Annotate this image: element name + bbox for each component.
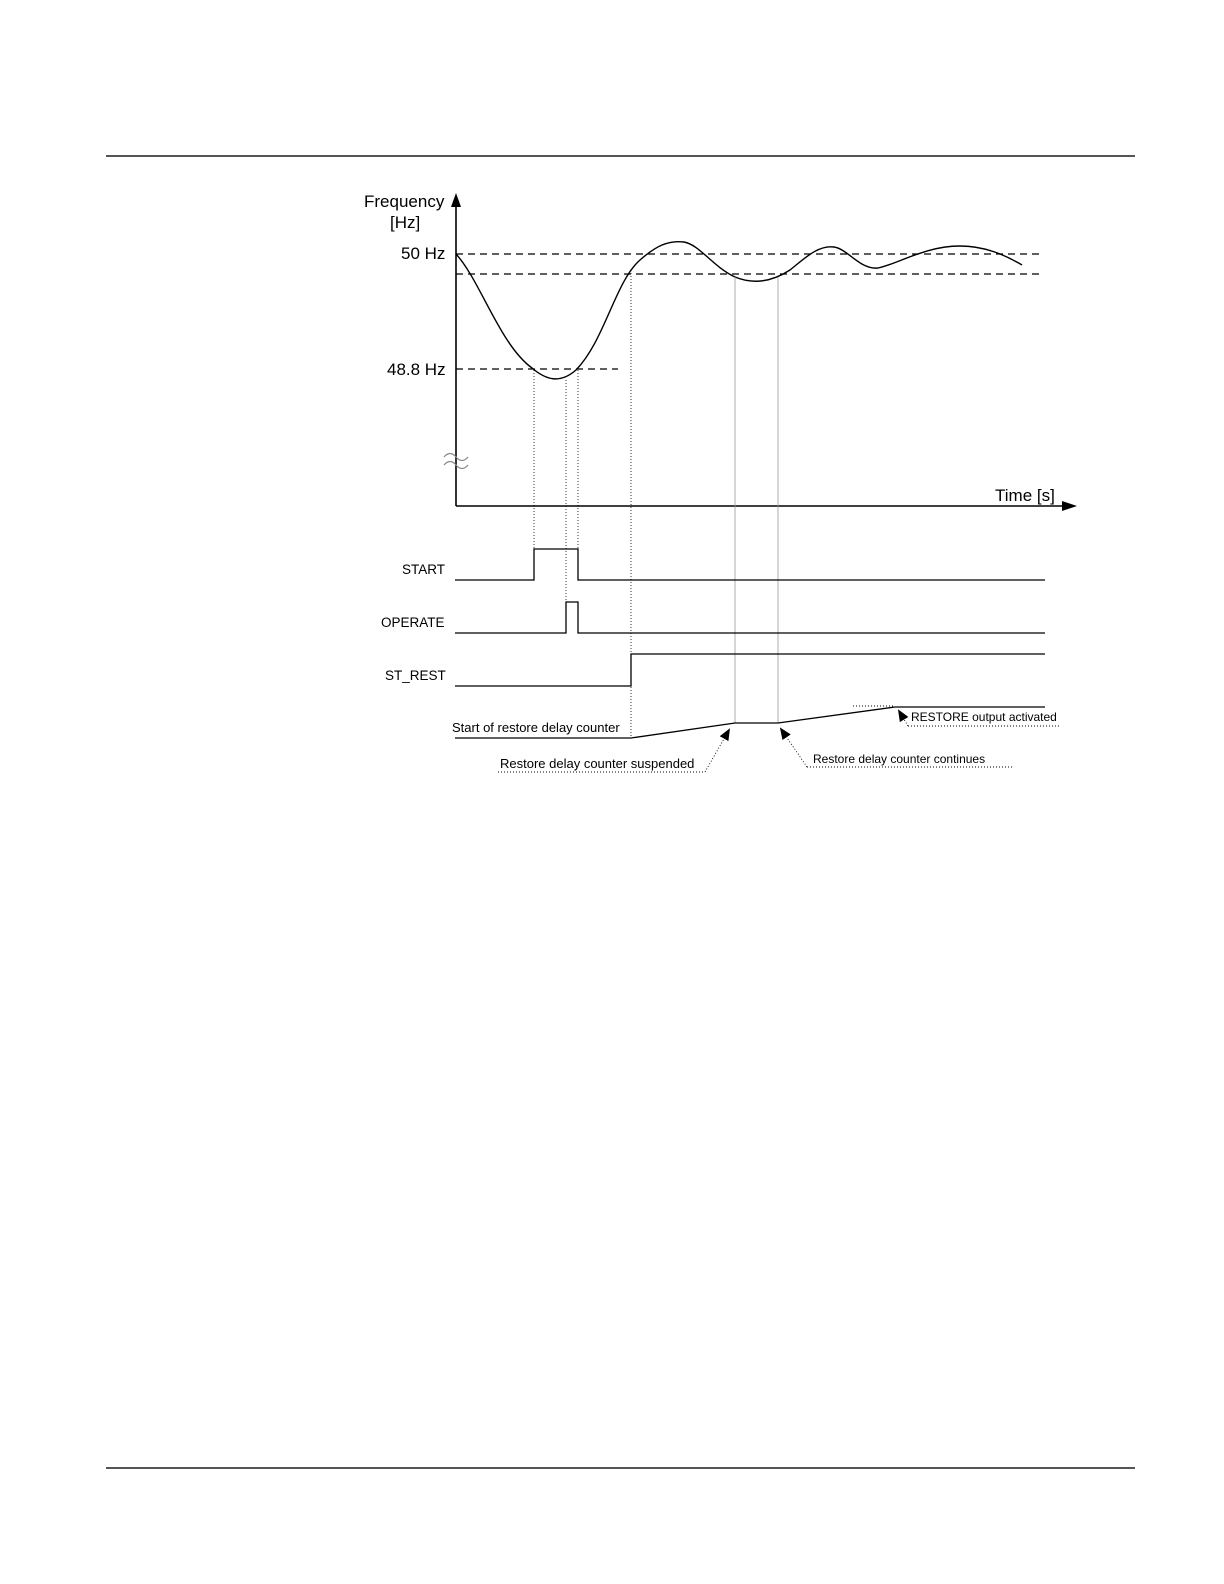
signal-trace-operate xyxy=(455,602,1045,633)
annotation-restore-activated: RESTORE output activated xyxy=(911,710,1057,724)
annotation-restore-leader xyxy=(899,711,908,726)
signal-trace-start xyxy=(455,549,1045,580)
annotation-continues-leader xyxy=(781,729,807,767)
x-axis-arrowhead xyxy=(1062,501,1077,511)
y-axis-label-line1: Frequency xyxy=(364,192,445,211)
annotation-suspended-leader xyxy=(705,730,729,772)
annotation-start-counter: Start of restore delay counter xyxy=(452,720,620,735)
annotation-continues: Restore delay counter continues xyxy=(813,752,986,766)
y-axis-arrowhead xyxy=(451,193,461,207)
x-axis-label: Time [s] xyxy=(995,486,1055,505)
signal-label-st-rest: ST_REST xyxy=(385,668,446,683)
signal-label-start: START xyxy=(402,562,446,577)
threshold-frequency-label: 48.8 Hz xyxy=(387,360,446,379)
signal-trace-st-rest xyxy=(455,654,1045,686)
frequency-curve xyxy=(456,242,1022,379)
signal-label-operate: OPERATE xyxy=(381,615,445,630)
nominal-frequency-label: 50 Hz xyxy=(401,244,446,263)
y-axis-label-line2: [Hz] xyxy=(390,213,421,232)
annotation-suspended: Restore delay counter suspended xyxy=(500,756,695,771)
